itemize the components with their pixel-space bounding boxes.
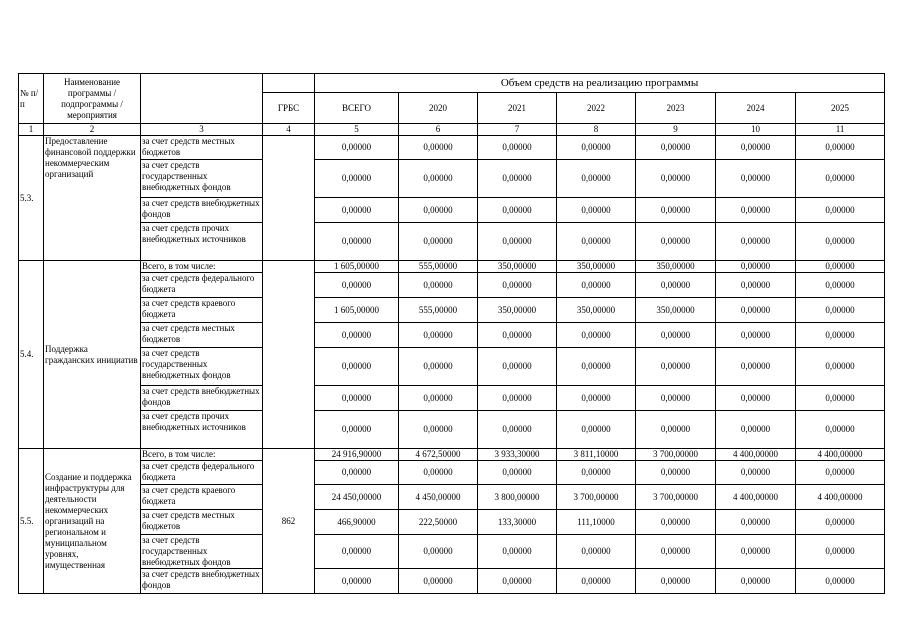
value-year: 0,00000 xyxy=(636,510,716,535)
value-year: 0,00000 xyxy=(399,348,478,386)
index-cell: 8 xyxy=(557,124,636,136)
value-year: 0,00000 xyxy=(399,461,478,485)
value-total: 0,00000 xyxy=(315,569,399,594)
header-col-2022: 2022 xyxy=(557,93,636,124)
value-total: 0,00000 xyxy=(315,136,399,160)
value-year: 0,00000 xyxy=(796,198,885,223)
value-year: 3 811,10000 xyxy=(557,449,636,461)
funding-source: за счет средств прочих внебюджетных источников xyxy=(141,411,263,449)
value-year: 0,00000 xyxy=(557,535,636,569)
funding-source: за счет средств государственных внебюджетных фондов xyxy=(141,160,263,198)
funding-source: за счет средств местных бюджетов xyxy=(141,136,263,160)
value-year: 555,00000 xyxy=(399,298,478,323)
index-cell: 5 xyxy=(315,124,399,136)
value-year: 0,00000 xyxy=(796,323,885,348)
value-year: 0,00000 xyxy=(636,535,716,569)
value-year: 0,00000 xyxy=(716,273,796,298)
table-row xyxy=(19,198,885,223)
value-year: 0,00000 xyxy=(636,160,716,198)
value-year: 133,30000 xyxy=(478,510,557,535)
index-cell: 11 xyxy=(796,124,885,136)
value-year: 0,00000 xyxy=(399,386,478,411)
value-year: 0,00000 xyxy=(716,136,796,160)
value-year: 0,00000 xyxy=(478,323,557,348)
value-year: 0,00000 xyxy=(557,160,636,198)
value-year: 0,00000 xyxy=(716,261,796,273)
header-col-2020: 2020 xyxy=(399,93,478,124)
value-year: 350,00000 xyxy=(557,298,636,323)
table-row xyxy=(19,535,885,569)
value-year: 0,00000 xyxy=(557,461,636,485)
table-row xyxy=(19,510,885,535)
section-number: 5.5. xyxy=(19,449,44,594)
value-year: 0,00000 xyxy=(796,569,885,594)
value-total: 0,00000 xyxy=(315,198,399,223)
header-grbs: ГРБС xyxy=(263,93,315,124)
value-year: 0,00000 xyxy=(796,461,885,485)
value-year: 0,00000 xyxy=(796,223,885,261)
table-row xyxy=(19,386,885,411)
value-year: 0,00000 xyxy=(796,510,885,535)
value-total: 0,00000 xyxy=(315,386,399,411)
value-year: 0,00000 xyxy=(557,569,636,594)
value-year: 0,00000 xyxy=(636,273,716,298)
value-year: 0,00000 xyxy=(557,348,636,386)
index-cell: 1 xyxy=(19,124,44,136)
value-year: 0,00000 xyxy=(399,273,478,298)
header-col-2024: 2024 xyxy=(716,93,796,124)
value-year: 0,00000 xyxy=(478,223,557,261)
value-year: 555,00000 xyxy=(399,261,478,273)
funding-source: за счет средств государственных внебюджетных фондов xyxy=(141,348,263,386)
value-year: 0,00000 xyxy=(399,411,478,449)
value-year: 0,00000 xyxy=(399,160,478,198)
value-year: 350,00000 xyxy=(478,298,557,323)
header-name: Наименование программы / подпрограммы / мероприятия xyxy=(44,74,141,124)
value-year: 0,00000 xyxy=(716,461,796,485)
value-year: 0,00000 xyxy=(796,348,885,386)
value-year: 0,00000 xyxy=(399,569,478,594)
section-name: Создание и поддержка инфраструктуры для деятельности некоммерческих организаций на региональном и муниципальном уровнях, имущественная xyxy=(44,449,141,594)
value-year: 0,00000 xyxy=(716,535,796,569)
value-total: 0,00000 xyxy=(315,535,399,569)
funding-source: за счет средств федерального бюджета xyxy=(141,273,263,298)
value-year: 4 400,00000 xyxy=(796,485,885,510)
value-year: 3 700,00000 xyxy=(636,485,716,510)
grbs-code: 862 xyxy=(263,449,315,594)
header-col-2023: 2023 xyxy=(636,93,716,124)
value-year: 0,00000 xyxy=(796,136,885,160)
value-year: 0,00000 xyxy=(716,348,796,386)
index-cell: 10 xyxy=(716,124,796,136)
funding-source: за счет средств краевого бюджета xyxy=(141,298,263,323)
section-name: Поддержка гражданских инициатив xyxy=(44,261,141,449)
value-total: 24 450,00000 xyxy=(315,485,399,510)
value-year: 111,10000 xyxy=(557,510,636,535)
header-col-2025: 2025 xyxy=(796,93,885,124)
funding-source: за счет средств краевого бюджета xyxy=(141,485,263,510)
value-year: 3 700,00000 xyxy=(636,449,716,461)
value-year: 0,00000 xyxy=(478,198,557,223)
value-total: 0,00000 xyxy=(315,223,399,261)
value-year: 0,00000 xyxy=(478,386,557,411)
header-blank xyxy=(141,74,263,124)
value-year: 0,00000 xyxy=(636,136,716,160)
value-year: 0,00000 xyxy=(478,569,557,594)
header-grbs-top xyxy=(263,74,315,93)
table-row xyxy=(19,485,885,510)
funding-source: за счет средств местных бюджетов xyxy=(141,510,263,535)
value-year: 350,00000 xyxy=(478,261,557,273)
table-row xyxy=(19,461,885,485)
value-year: 0,00000 xyxy=(636,348,716,386)
table-row xyxy=(19,223,885,261)
value-year: 0,00000 xyxy=(636,461,716,485)
table-row xyxy=(19,261,885,273)
table-row xyxy=(19,323,885,348)
funding-source: за счет средств федерального бюджета xyxy=(141,461,263,485)
value-year: 0,00000 xyxy=(478,411,557,449)
grbs-code xyxy=(263,136,315,261)
value-year: 0,00000 xyxy=(716,223,796,261)
value-year: 0,00000 xyxy=(557,136,636,160)
value-year: 0,00000 xyxy=(399,198,478,223)
funding-source: за счет средств государственных внебюджетных фондов xyxy=(141,535,263,569)
funding-source: за счет средств внебюджетных фондов xyxy=(141,569,263,594)
value-year: 0,00000 xyxy=(716,198,796,223)
value-year: 0,00000 xyxy=(636,411,716,449)
table-row xyxy=(19,160,885,198)
value-year: 4 400,00000 xyxy=(716,449,796,461)
value-year: 0,00000 xyxy=(478,160,557,198)
index-cell: 9 xyxy=(636,124,716,136)
value-year: 0,00000 xyxy=(796,535,885,569)
value-total: 466,90000 xyxy=(315,510,399,535)
value-year: 0,00000 xyxy=(716,411,796,449)
value-total: 24 916,90000 xyxy=(315,449,399,461)
table-row xyxy=(19,273,885,298)
budget-table xyxy=(18,73,885,594)
value-year: 0,00000 xyxy=(399,223,478,261)
value-year: 0,00000 xyxy=(636,386,716,411)
section-name: Предоставление финансовой поддержки некоммерческим организаций xyxy=(44,136,141,261)
header-num: № п/п xyxy=(19,74,44,124)
value-year: 0,00000 xyxy=(478,535,557,569)
value-year: 3 800,00000 xyxy=(478,485,557,510)
value-year: 350,00000 xyxy=(636,261,716,273)
funding-source: за счет средств прочих внебюджетных источников xyxy=(141,223,263,261)
index-row xyxy=(19,124,885,136)
index-cell: 3 xyxy=(141,124,263,136)
value-total: 0,00000 xyxy=(315,273,399,298)
value-year: 0,00000 xyxy=(716,510,796,535)
value-year: 4 672,50000 xyxy=(399,449,478,461)
value-year: 0,00000 xyxy=(557,411,636,449)
value-year: 0,00000 xyxy=(796,386,885,411)
value-year: 0,00000 xyxy=(478,136,557,160)
header-col-2021: 2021 xyxy=(478,93,557,124)
value-year: 4 400,00000 xyxy=(796,449,885,461)
value-total: 0,00000 xyxy=(315,160,399,198)
grbs-code xyxy=(263,261,315,449)
value-year: 0,00000 xyxy=(557,273,636,298)
value-year: 222,50000 xyxy=(399,510,478,535)
header-volume: Объем средств на реализацию программы xyxy=(315,74,885,93)
value-year: 350,00000 xyxy=(557,261,636,273)
value-year: 0,00000 xyxy=(557,323,636,348)
table-row xyxy=(19,569,885,594)
value-year: 0,00000 xyxy=(796,273,885,298)
value-year: 3 933,30000 xyxy=(478,449,557,461)
index-cell: 6 xyxy=(399,124,478,136)
funding-source: Всего, в том числе: xyxy=(141,449,263,461)
funding-source: за счет средств внебюджетных фондов xyxy=(141,386,263,411)
value-year: 0,00000 xyxy=(399,323,478,348)
value-year: 0,00000 xyxy=(796,298,885,323)
funding-source: за счет средств внебюджетных фондов xyxy=(141,198,263,223)
value-year: 0,00000 xyxy=(796,411,885,449)
value-year: 0,00000 xyxy=(399,136,478,160)
value-total: 0,00000 xyxy=(315,461,399,485)
value-year: 0,00000 xyxy=(557,386,636,411)
section-number: 5.4. xyxy=(19,261,44,449)
value-year: 0,00000 xyxy=(716,323,796,348)
value-year: 0,00000 xyxy=(796,160,885,198)
value-total: 1 605,00000 xyxy=(315,261,399,273)
value-year: 0,00000 xyxy=(636,198,716,223)
value-year: 0,00000 xyxy=(557,198,636,223)
value-year: 0,00000 xyxy=(796,261,885,273)
value-year: 0,00000 xyxy=(716,386,796,411)
value-total: 0,00000 xyxy=(315,348,399,386)
value-year: 0,00000 xyxy=(636,569,716,594)
value-total: 0,00000 xyxy=(315,323,399,348)
page-bottom-margin xyxy=(0,600,905,640)
table-row xyxy=(19,298,885,323)
value-year: 0,00000 xyxy=(636,223,716,261)
funding-source: Всего, в том числе: xyxy=(141,261,263,273)
index-cell: 2 xyxy=(44,124,141,136)
value-year: 350,00000 xyxy=(636,298,716,323)
value-year: 0,00000 xyxy=(478,348,557,386)
value-year: 0,00000 xyxy=(557,223,636,261)
value-year: 0,00000 xyxy=(716,569,796,594)
index-cell: 7 xyxy=(478,124,557,136)
value-year: 0,00000 xyxy=(716,160,796,198)
index-cell: 4 xyxy=(263,124,315,136)
value-year: 0,00000 xyxy=(399,535,478,569)
value-year: 3 700,00000 xyxy=(557,485,636,510)
value-year: 0,00000 xyxy=(478,461,557,485)
value-year: 0,00000 xyxy=(716,298,796,323)
section-number: 5.3. xyxy=(19,136,44,261)
header-col-total: ВСЕГО xyxy=(315,93,399,124)
value-total: 0,00000 xyxy=(315,411,399,449)
value-year: 0,00000 xyxy=(636,323,716,348)
table-row xyxy=(19,411,885,449)
value-year: 4 450,00000 xyxy=(399,485,478,510)
value-total: 1 605,00000 xyxy=(315,298,399,323)
table-row xyxy=(19,348,885,386)
value-year: 0,00000 xyxy=(478,273,557,298)
funding-source: за счет средств местных бюджетов xyxy=(141,323,263,348)
table-row xyxy=(19,136,885,160)
table-row xyxy=(19,449,885,461)
value-year: 4 400,00000 xyxy=(716,485,796,510)
